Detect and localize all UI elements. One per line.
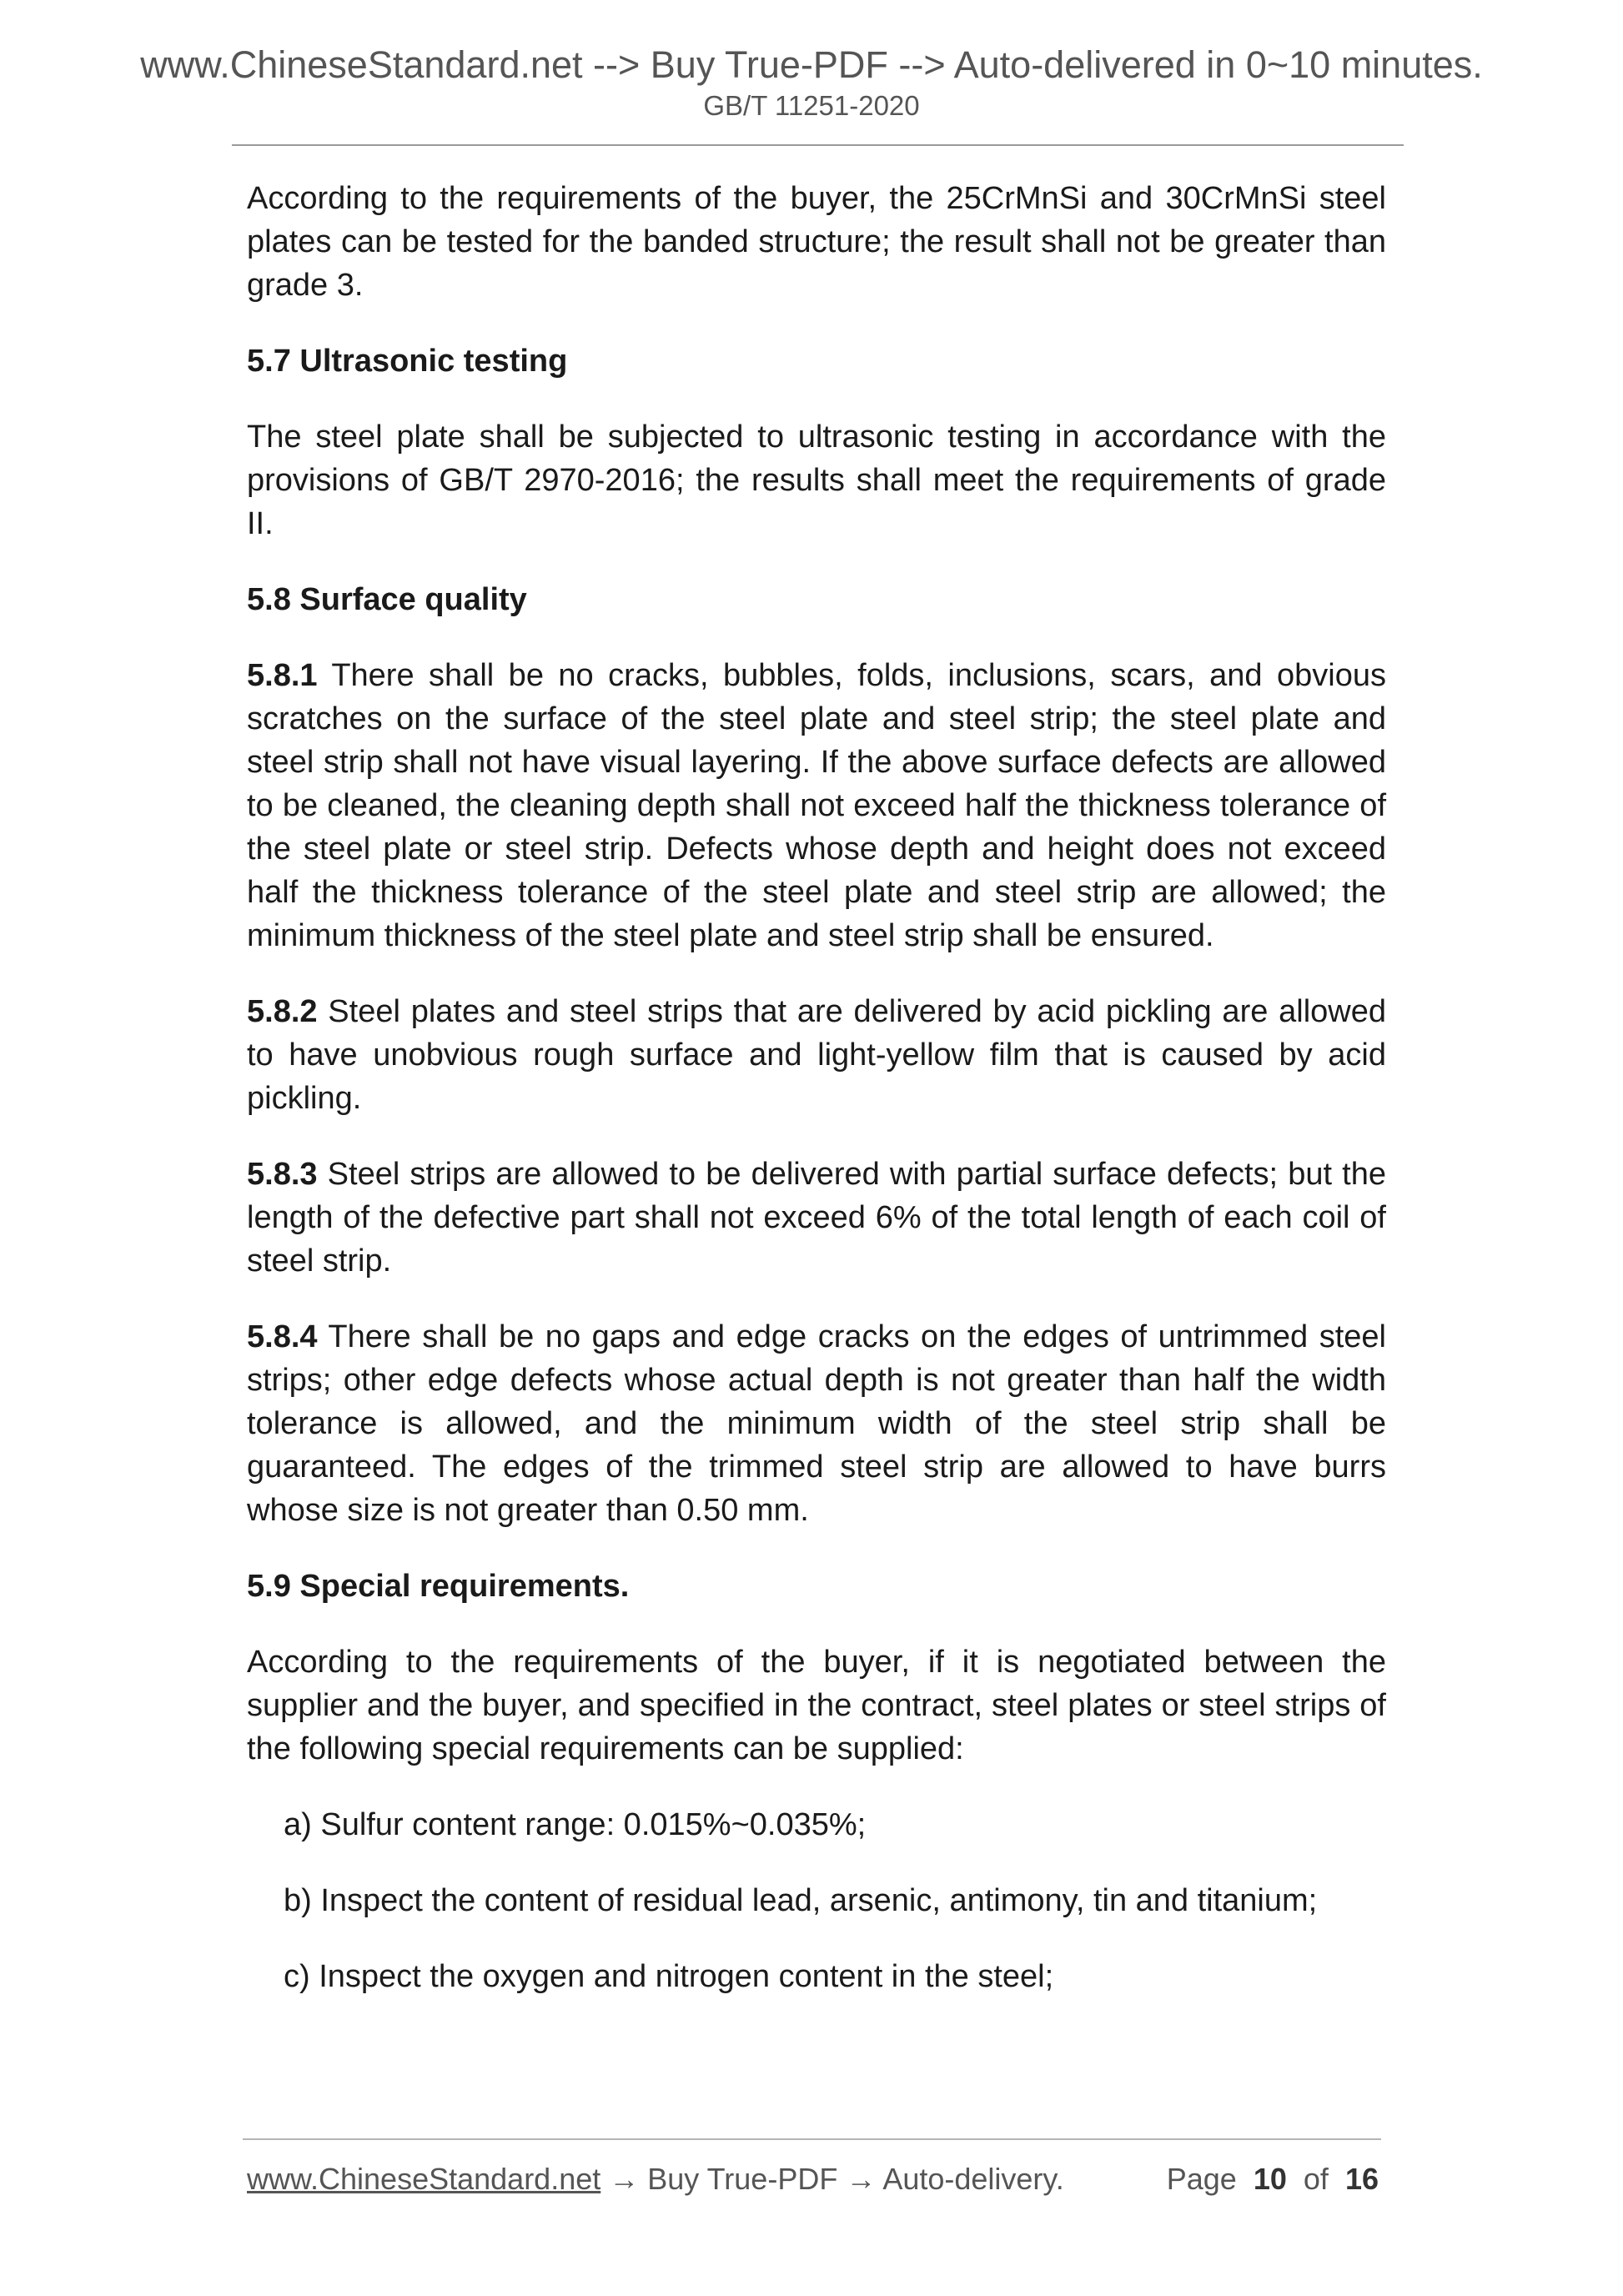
document-code: GB/T 11251-2020	[703, 90, 920, 121]
section-5-9-paragraph: According to the requirements of the buyer, if it is negotiated between the supplier and the buyer, and specified in the contract, steel plates or steel strips of the following special requirements can be supplied:	[247, 1645, 1386, 1766]
footer-divider	[243, 2138, 1381, 2140]
clause-number: 5.8.3	[247, 1157, 318, 1192]
page-of-label: of	[1303, 2162, 1329, 2196]
clause-text: There shall be no gaps and edge cracks on the edges of untrimmed steel strips; other edge defects whose actual depth is not greater than half the width tolerance is allowed, and the minimum width of the steel strip shall be guaranteed. The edges of the trimmed steel strip are allowed to have burrs whose size is not greater than 0.50 mm.	[247, 1319, 1386, 1528]
clause-5-8-4	[247, 1315, 1386, 1532]
intro-paragraph: According to the requirements of the buyer, the 25CrMnSi and 30CrMnSi steel plates can be tested for the banded structure; the result shall not be greater than grade 3.	[247, 181, 1386, 303]
footer-site-link[interactable]: www.ChineseStandard.net	[247, 2162, 601, 2196]
clause-number: 5.8.1	[247, 658, 318, 693]
page-total: 16	[1344, 2162, 1379, 2196]
clause-5-8-1	[247, 654, 1386, 957]
clause-5-8-2	[247, 990, 1386, 1120]
clause-number: 5.8.4	[247, 1319, 318, 1354]
clause-text: There shall be no cracks, bubbles, folds, inclusions, scars, and obvious scratches on the surface of the steel plate and steel strip; the steel plate and steel strip shall not have visual layering. If the above surface defects are allowed to be cleaned, the cleaning depth shall not exceed half the thickness tolerance of the steel plate or steel strip. Defects whose depth and height does not exceed half the thickness tolerance of the steel plate and steel strip are allowed; the minimum thickness of the steel plate and steel strip shall be ensured.	[247, 658, 1386, 953]
section-5-8-heading: 5.8 Surface quality	[247, 582, 527, 617]
clause-text: Steel strips are allowed to be delivered with partial surface defects; but the length of the defective part shall not exceed 6% of the total length of each coil of steel strip.	[247, 1157, 1386, 1279]
page-label: Page	[1166, 2162, 1237, 2196]
section-5-9-heading: 5.9 Special requirements.	[247, 1569, 630, 1604]
clause-text: Steel plates and steel strips that are delivered by acid pickling are allowed to have unobvious rough surface and light-yellow film that is caused by acid pickling.	[247, 994, 1386, 1116]
site-banner[interactable]: www.ChineseStandard.net --> Buy True-PDF --> Auto-delivered in 0~10 minutes.	[140, 43, 1483, 86]
list-item: c) Inspect the oxygen and nitrogen content in the steel;	[284, 1959, 1054, 1994]
section-5-7-heading: 5.7 Ultrasonic testing	[247, 344, 568, 379]
clause-5-8-3	[247, 1153, 1386, 1283]
clause-number: 5.8.2	[247, 994, 318, 1029]
document-body	[247, 177, 1386, 2031]
footer-promo-text: → Buy True-PDF → Auto-delivery.	[600, 2162, 1064, 2196]
section-5-7-paragraph: The steel plate shall be subjected to ultrasonic testing in accordance with the provisions of GB/T 2970-2016; the results shall meet the requirements of grade II.	[247, 420, 1386, 541]
footer-promo	[247, 2162, 1064, 2197]
page-indicator	[1167, 2162, 1379, 2197]
list-item: a) Sulfur content range: 0.015%~0.035%;	[284, 1807, 867, 1842]
page-current: 10	[1253, 2162, 1287, 2196]
header-divider	[232, 144, 1404, 146]
list-item: b) Inspect the content of residual lead, arsenic, antimony, tin and titanium;	[284, 1883, 1318, 1918]
